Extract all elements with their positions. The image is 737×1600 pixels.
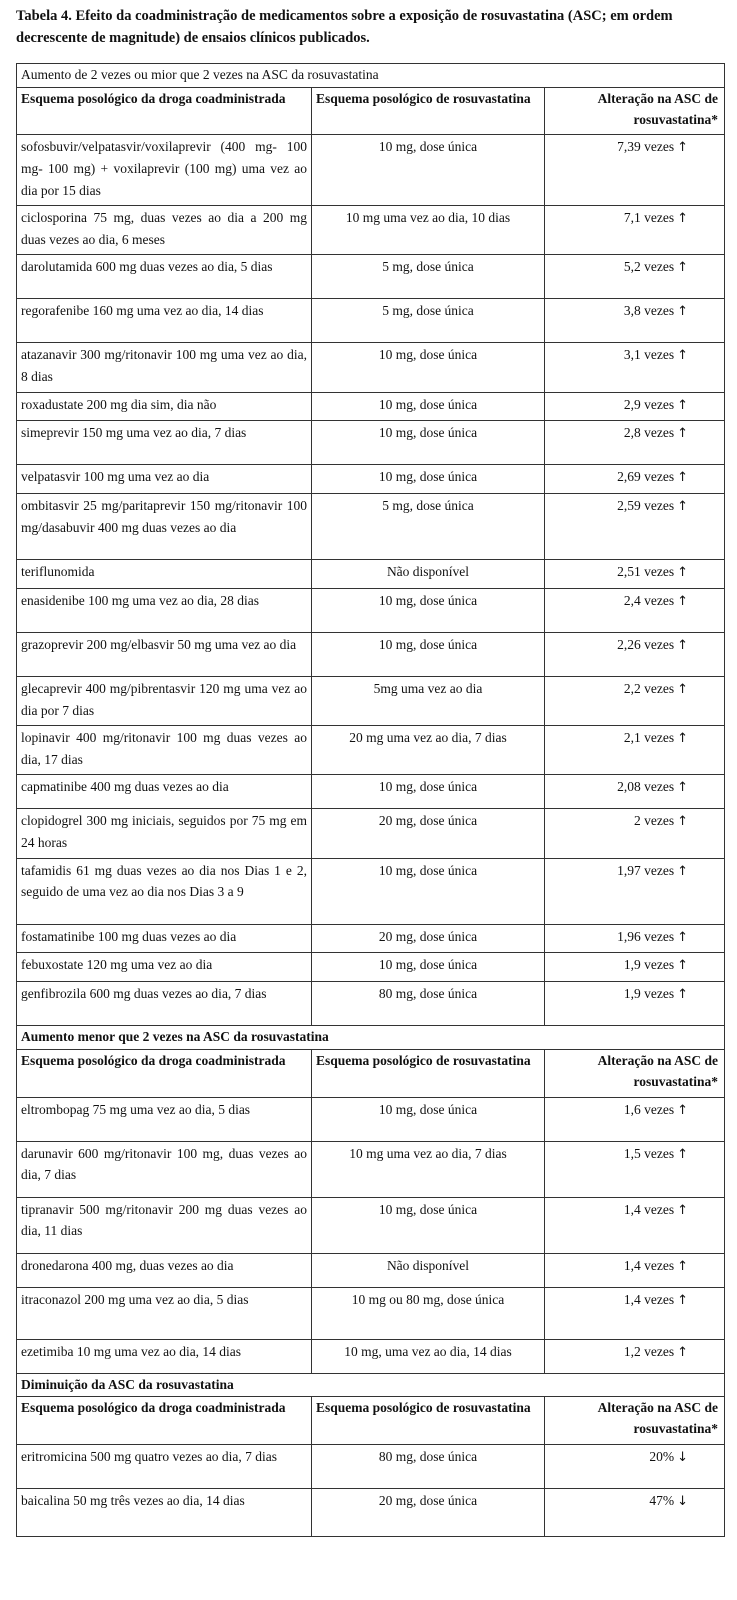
- rosuvastatin-dose-cell: 80 mg, dose única: [312, 1445, 545, 1489]
- rosuvastatin-dose-cell: 10 mg uma vez ao dia, 10 dias: [312, 206, 545, 255]
- column-header-1: Esquema posológico da droga coadministrada: [17, 1397, 312, 1445]
- table-row: [17, 1197, 725, 1253]
- rosuvastatin-dose-cell: 5 mg, dose única: [312, 299, 545, 343]
- arrow-up-icon: ↑: [677, 731, 689, 747]
- coadministered-drug-cell: eritromicina 500 mg quatro vezes ao dia, 7 dias: [17, 1445, 312, 1489]
- auc-change-cell: [545, 924, 725, 953]
- auc-change-cell: [545, 1097, 725, 1141]
- coadministered-drug-cell: ciclosporina 75 mg, duas vezes ao dia a 200 mg duas vezes ao dia, 6 meses: [17, 206, 312, 255]
- auc-change-value: 1,4 vezes: [623, 1201, 675, 1217]
- auc-change-value: 1,9 vezes: [623, 986, 675, 1002]
- auc-change-cell: [545, 560, 725, 589]
- auc-change-cell: [545, 953, 725, 982]
- table-row: [17, 1097, 725, 1141]
- rosuvastatin-dose-cell: 10 mg uma vez ao dia, 7 dias: [312, 1141, 545, 1197]
- arrow-up-icon: ↑: [677, 470, 689, 486]
- auc-change-cell: [545, 1445, 725, 1489]
- arrow-up-icon: ↑: [677, 1202, 689, 1218]
- column-header-1: Esquema posológico da droga coadministrada: [17, 1049, 312, 1097]
- auc-change-value: 1,9 vezes: [623, 957, 675, 973]
- section-title: Diminuição da ASC da rosuvastatina: [17, 1373, 725, 1397]
- coadministered-drug-cell: grazoprevir 200 mg/elbasvir 50 mg uma vez ao dia: [17, 632, 312, 676]
- auc-change-value: 1,4 vezes: [623, 1257, 675, 1273]
- auc-change-cell: [545, 1339, 725, 1373]
- rosuvastatin-dose-cell: 10 mg, dose única: [312, 392, 545, 421]
- header-row: [17, 87, 725, 135]
- column-header-2: Esquema posológico de rosuvastatina: [312, 1049, 545, 1097]
- table-row: [17, 1445, 725, 1489]
- auc-change-cell: [545, 299, 725, 343]
- auc-change-value: 2,51 vezes: [617, 564, 675, 580]
- table-row: [17, 588, 725, 632]
- rosuvastatin-dose-cell: 10 mg, dose única: [312, 465, 545, 494]
- header-row: [17, 1397, 725, 1445]
- rosuvastatin-dose-cell: 10 mg, dose única: [312, 421, 545, 465]
- coadministered-drug-cell: baicalina 50 mg três vezes ao dia, 14 dias: [17, 1489, 312, 1537]
- coadministered-drug-cell: simeprevir 150 mg uma vez ao dia, 7 dias: [17, 421, 312, 465]
- rosuvastatin-dose-cell: 5 mg, dose única: [312, 494, 545, 560]
- auc-change-value: 2,8 vezes: [623, 425, 675, 441]
- auc-change-value: 2,69 vezes: [617, 469, 675, 485]
- auc-change-value: 20%: [649, 1449, 675, 1465]
- table-row: [17, 809, 725, 858]
- arrow-up-icon: ↑: [677, 958, 689, 974]
- rosuvastatin-dose-cell: 5mg uma vez ao dia: [312, 676, 545, 725]
- section-title: Aumento menor que 2 vezes na ASC da rosuvastatina: [17, 1026, 725, 1050]
- rosuvastatin-dose-cell: 20 mg, dose única: [312, 924, 545, 953]
- coadministered-drug-cell: genfibrozila 600 mg duas vezes ao dia, 7 dias: [17, 982, 312, 1026]
- coadministered-drug-cell: darunavir 600 mg/ritonavir 100 mg, duas vezes ao dia, 7 dias: [17, 1141, 312, 1197]
- coadministered-drug-cell: ombitasvir 25 mg/paritaprevir 150 mg/ritonavir 100 mg/dasabuvir 400 mg duas vezes ao dia: [17, 494, 312, 560]
- arrow-up-icon: ↑: [677, 211, 689, 227]
- coadministered-drug-cell: fostamatinibe 100 mg duas vezes ao dia: [17, 924, 312, 953]
- coadministered-drug-cell: tipranavir 500 mg/ritonavir 200 mg duas vezes ao dia, 11 dias: [17, 1197, 312, 1253]
- auc-change-cell: [545, 632, 725, 676]
- column-header-3: Alteração na ASC de rosuvastatina*: [545, 87, 725, 135]
- auc-change-cell: [545, 809, 725, 858]
- table-row: [17, 343, 725, 392]
- rosuvastatin-dose-cell: 10 mg, dose única: [312, 632, 545, 676]
- auc-change-value: 1,5 vezes: [623, 1145, 675, 1161]
- table-row: [17, 1489, 725, 1537]
- coadministered-drug-cell: enasidenibe 100 mg uma vez ao dia, 28 dias: [17, 588, 312, 632]
- arrow-up-icon: ↑: [677, 987, 689, 1003]
- arrow-up-icon: ↑: [677, 863, 689, 879]
- column-header-3: Alteração na ASC de rosuvastatina*: [545, 1049, 725, 1097]
- arrow-up-icon: ↑: [677, 593, 689, 609]
- table-row: [17, 206, 725, 255]
- rosuvastatin-dose-cell: 10 mg, dose única: [312, 858, 545, 924]
- arrow-up-icon: ↑: [677, 1258, 689, 1274]
- coadministered-drug-cell: clopidogrel 300 mg iniciais, seguidos por 75 mg em 24 horas: [17, 809, 312, 858]
- arrow-up-icon: ↑: [677, 929, 689, 945]
- coadministered-drug-cell: sofosbuvir/velpatasvir/voxilaprevir (400 mg- 100 mg- 100 mg) + voxilaprevir (100 mg) uma vez ao dia por 15 dias: [17, 135, 312, 206]
- auc-change-value: 2,59 vezes: [617, 498, 675, 514]
- coadministered-drug-cell: capmatinibe 400 mg duas vezes ao dia: [17, 775, 312, 809]
- arrow-up-icon: ↑: [677, 1292, 689, 1308]
- auc-change-value: 3,1 vezes: [623, 347, 675, 363]
- auc-change-value: 2,2 vezes: [623, 680, 675, 696]
- rosuvastatin-dose-cell: 10 mg, dose única: [312, 953, 545, 982]
- section-title: Aumento de 2 vezes ou mior que 2 vezes na ASC da rosuvastatina: [17, 64, 725, 88]
- auc-change-value: 1,2 vezes: [623, 1343, 675, 1359]
- arrow-down-icon: ↓: [677, 1494, 689, 1510]
- auc-change-cell: [545, 255, 725, 299]
- column-header-3: Alteração na ASC de rosuvastatina*: [545, 1397, 725, 1445]
- coadministered-drug-cell: glecaprevir 400 mg/pibrentasvir 120 mg uma vez ao dia por 7 dias: [17, 676, 312, 725]
- table-row: [17, 1141, 725, 1197]
- table-row: [17, 982, 725, 1026]
- arrow-up-icon: ↑: [677, 565, 689, 581]
- auc-change-cell: [545, 775, 725, 809]
- coadministered-drug-cell: eltrombopag 75 mg uma vez ao dia, 5 dias: [17, 1097, 312, 1141]
- table-row: [17, 953, 725, 982]
- arrow-up-icon: ↑: [677, 681, 689, 697]
- rosuvastatin-dose-cell: 10 mg ou 80 mg, dose única: [312, 1287, 545, 1339]
- auc-change-cell: [545, 1253, 725, 1287]
- table-row: [17, 392, 725, 421]
- rosuvastatin-dose-cell: 10 mg, dose única: [312, 775, 545, 809]
- rosuvastatin-dose-cell: 10 mg, dose única: [312, 588, 545, 632]
- coadministered-drug-cell: ezetimiba 10 mg uma vez ao dia, 14 dias: [17, 1339, 312, 1373]
- section-title-row: [17, 1026, 725, 1050]
- rosuvastatin-dose-cell: Não disponível: [312, 560, 545, 589]
- auc-change-value: 1,96 vezes: [617, 928, 675, 944]
- column-header-2: Esquema posológico de rosuvastatina: [312, 1397, 545, 1445]
- table-row: [17, 494, 725, 560]
- auc-change-cell: [545, 494, 725, 560]
- auc-change-cell: [545, 206, 725, 255]
- auc-change-value: 47%: [649, 1493, 675, 1509]
- auc-change-cell: [545, 588, 725, 632]
- auc-change-cell: [545, 1141, 725, 1197]
- coadministered-drug-cell: lopinavir 400 mg/ritonavir 100 mg duas vezes ao dia, 17 dias: [17, 726, 312, 775]
- section-title-row: [17, 64, 725, 88]
- coadministered-drug-cell: regorafenibe 160 mg uma vez ao dia, 14 dias: [17, 299, 312, 343]
- coadministered-drug-cell: velpatasvir 100 mg uma vez ao dia: [17, 465, 312, 494]
- auc-change-cell: [545, 982, 725, 1026]
- auc-change-value: 7,1 vezes: [623, 210, 675, 226]
- table-row: [17, 560, 725, 589]
- table-row: [17, 632, 725, 676]
- auc-change-value: 2 vezes: [634, 813, 675, 829]
- arrow-up-icon: ↑: [677, 348, 689, 364]
- rosuvastatin-dose-cell: 10 mg, dose única: [312, 1197, 545, 1253]
- table-row: [17, 775, 725, 809]
- auc-change-value: 2,4 vezes: [623, 592, 675, 608]
- auc-change-cell: [545, 1197, 725, 1253]
- coadministered-drug-cell: dronedarona 400 mg, duas vezes ao dia: [17, 1253, 312, 1287]
- arrow-up-icon: ↑: [677, 260, 689, 276]
- auc-change-value: 3,8 vezes: [623, 303, 675, 319]
- arrow-up-icon: ↑: [677, 426, 689, 442]
- auc-change-cell: [545, 392, 725, 421]
- table-row: [17, 465, 725, 494]
- auc-change-cell: [545, 1287, 725, 1339]
- column-header-2: Esquema posológico de rosuvastatina: [312, 87, 545, 135]
- arrow-up-icon: ↑: [677, 140, 689, 156]
- table-row: [17, 676, 725, 725]
- table-row: [17, 858, 725, 924]
- auc-change-cell: [545, 421, 725, 465]
- table-row: [17, 255, 725, 299]
- auc-change-value: 2,9 vezes: [623, 396, 675, 412]
- interaction-table: [16, 63, 725, 1537]
- rosuvastatin-dose-cell: 10 mg, dose única: [312, 1097, 545, 1141]
- arrow-down-icon: ↓: [677, 1450, 689, 1466]
- arrow-up-icon: ↑: [677, 1344, 689, 1360]
- auc-change-value: 1,6 vezes: [623, 1101, 675, 1117]
- auc-change-value: 1,4 vezes: [623, 1291, 675, 1307]
- coadministered-drug-cell: tafamidis 61 mg duas vezes ao dia nos Dias 1 e 2, seguido de uma vez ao dia nos Dias 3 a 9: [17, 858, 312, 924]
- arrow-up-icon: ↑: [677, 499, 689, 515]
- table-row: [17, 299, 725, 343]
- rosuvastatin-dose-cell: 20 mg, dose única: [312, 1489, 545, 1537]
- arrow-up-icon: ↑: [677, 1146, 689, 1162]
- auc-change-value: 1,97 vezes: [617, 862, 675, 878]
- auc-change-cell: [545, 465, 725, 494]
- auc-change-cell: [545, 726, 725, 775]
- coadministered-drug-cell: itraconazol 200 mg uma vez ao dia, 5 dias: [17, 1287, 312, 1339]
- rosuvastatin-dose-cell: 5 mg, dose única: [312, 255, 545, 299]
- arrow-up-icon: ↑: [677, 304, 689, 320]
- auc-change-value: 2,08 vezes: [617, 779, 675, 795]
- coadministered-drug-cell: atazanavir 300 mg/ritonavir 100 mg uma vez ao dia, 8 dias: [17, 343, 312, 392]
- table-body: [17, 64, 725, 1537]
- coadministered-drug-cell: teriflunomida: [17, 560, 312, 589]
- arrow-up-icon: ↑: [677, 397, 689, 413]
- table-row: [17, 726, 725, 775]
- rosuvastatin-dose-cell: 20 mg, dose única: [312, 809, 545, 858]
- auc-change-value: 2,1 vezes: [623, 730, 675, 746]
- header-row: [17, 1049, 725, 1097]
- arrow-up-icon: ↑: [677, 637, 689, 653]
- rosuvastatin-dose-cell: Não disponível: [312, 1253, 545, 1287]
- rosuvastatin-dose-cell: 10 mg, dose única: [312, 135, 545, 206]
- rosuvastatin-dose-cell: 10 mg, dose única: [312, 343, 545, 392]
- table-caption: Tabela 4. Efeito da coadministração de medicamentos sobre a exposição de rosuvastatina (ASC; em ordem decrescente de magnitude) de ensaios clínicos publicados.: [16, 8, 673, 46]
- auc-change-cell: [545, 1489, 725, 1537]
- section-title-row: [17, 1373, 725, 1397]
- auc-change-cell: [545, 135, 725, 206]
- rosuvastatin-dose-cell: 20 mg uma vez ao dia, 7 dias: [312, 726, 545, 775]
- coadministered-drug-cell: febuxostate 120 mg uma vez ao dia: [17, 953, 312, 982]
- table-row: [17, 421, 725, 465]
- auc-change-cell: [545, 858, 725, 924]
- table-row: [17, 1287, 725, 1339]
- arrow-up-icon: ↑: [677, 814, 689, 830]
- table-row: [17, 1339, 725, 1373]
- rosuvastatin-dose-cell: 10 mg, uma vez ao dia, 14 dias: [312, 1339, 545, 1373]
- auc-change-cell: [545, 343, 725, 392]
- coadministered-drug-cell: darolutamida 600 mg duas vezes ao dia, 5 dias: [17, 255, 312, 299]
- column-header-1: Esquema posológico da droga coadministrada: [17, 87, 312, 135]
- auc-change-value: 7,39 vezes: [617, 139, 675, 155]
- table-row: [17, 135, 725, 206]
- table-row: [17, 1253, 725, 1287]
- auc-change-value: 5,2 vezes: [623, 259, 675, 275]
- rosuvastatin-dose-cell: 80 mg, dose única: [312, 982, 545, 1026]
- table-row: [17, 924, 725, 953]
- arrow-up-icon: ↑: [677, 1102, 689, 1118]
- arrow-up-icon: ↑: [677, 780, 689, 796]
- auc-change-value: 2,26 vezes: [617, 636, 675, 652]
- auc-change-cell: [545, 676, 725, 725]
- coadministered-drug-cell: roxadustate 200 mg dia sim, dia não: [17, 392, 312, 421]
